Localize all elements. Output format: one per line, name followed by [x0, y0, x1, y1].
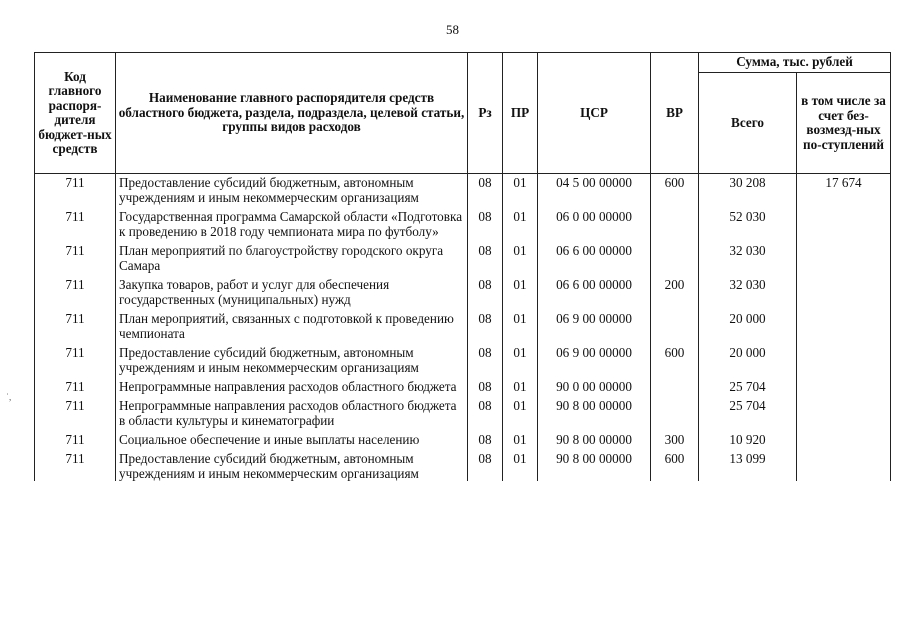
table-row: [35, 209, 891, 239]
page-number: 58: [446, 22, 459, 37]
cell-code: 711: [35, 311, 116, 341]
cell-total: 32 030: [699, 277, 797, 307]
cell-total: 13 099: [699, 451, 797, 481]
table-row: [35, 174, 891, 206]
header-code: Код главного распоря-дителя бюджет-ных средств: [35, 53, 116, 174]
cell-csr: 06 6 00 00000: [538, 277, 651, 307]
cell-vr: 200: [651, 277, 699, 307]
table-row: [35, 398, 891, 428]
header-rz: Рз: [468, 53, 503, 174]
cell-csr: 90 8 00 00000: [538, 451, 651, 481]
cell-code: 711: [35, 398, 116, 428]
cell-pr: 01: [503, 398, 538, 428]
cell-vr: [651, 243, 699, 273]
cell-rz: 08: [468, 209, 503, 239]
table-header: [35, 53, 891, 174]
cell-pr: 01: [503, 174, 538, 206]
cell-csr: 06 6 00 00000: [538, 243, 651, 273]
cell-code: 711: [35, 174, 116, 206]
cell-incl: [797, 311, 891, 341]
cell-rz: 08: [468, 379, 503, 394]
cell-pr: 01: [503, 243, 538, 273]
cell-total: 25 704: [699, 398, 797, 428]
cell-code: 711: [35, 379, 116, 394]
cell-rz: 08: [468, 432, 503, 447]
cell-vr: [651, 209, 699, 239]
cell-incl: [797, 398, 891, 428]
cell-name: Государственная программа Самарской области «Подготовка к проведению в 2018 году чемпионата мира по футболу»: [116, 209, 468, 239]
table-row: [35, 451, 891, 481]
cell-incl: [797, 432, 891, 447]
cell-total: 30 208: [699, 174, 797, 206]
table-row: [35, 379, 891, 394]
cell-vr: 600: [651, 174, 699, 206]
cell-total: 20 000: [699, 311, 797, 341]
cell-name: Предоставление субсидий бюджетным, автономным учреждениям и иным некоммерческим организациям: [116, 174, 468, 206]
cell-total: 25 704: [699, 379, 797, 394]
cell-name: План мероприятий, связанных с подготовкой к проведению чемпионата: [116, 311, 468, 341]
cell-pr: 01: [503, 345, 538, 375]
table-row: [35, 277, 891, 307]
cell-code: 711: [35, 277, 116, 307]
header-vr: ВР: [651, 53, 699, 174]
table-row: [35, 311, 891, 341]
cell-vr: [651, 398, 699, 428]
cell-vr: [651, 379, 699, 394]
cell-name: Предоставление субсидий бюджетным, автономным учреждениям и иным некоммерческим организациям: [116, 345, 468, 375]
cell-vr: 600: [651, 345, 699, 375]
cell-vr: 300: [651, 432, 699, 447]
header-csr: ЦСР: [538, 53, 651, 174]
cell-rz: 08: [468, 345, 503, 375]
cell-rz: 08: [468, 451, 503, 481]
table-row: [35, 243, 891, 273]
header-sum: Сумма, тыс. рублей: [699, 53, 891, 73]
scan-artifact: ˙,: [6, 392, 12, 402]
cell-pr: 01: [503, 451, 538, 481]
cell-incl: [797, 345, 891, 375]
cell-rz: 08: [468, 243, 503, 273]
cell-total: 52 030: [699, 209, 797, 239]
cell-csr: 90 8 00 00000: [538, 398, 651, 428]
table-row: [35, 432, 891, 447]
cell-pr: 01: [503, 432, 538, 447]
cell-code: 711: [35, 243, 116, 273]
cell-csr: 90 0 00 00000: [538, 379, 651, 394]
cell-code: 711: [35, 451, 116, 481]
cell-pr: 01: [503, 379, 538, 394]
cell-incl: [797, 243, 891, 273]
cell-incl: [797, 277, 891, 307]
cell-name: Непрограммные направления расходов областного бюджета в области культуры и кинематографии: [116, 398, 468, 428]
header-total: Всего: [699, 73, 797, 174]
header-pr: ПР: [503, 53, 538, 174]
cell-code: 711: [35, 432, 116, 447]
cell-name: Социальное обеспечение и иные выплаты населению: [116, 432, 468, 447]
table-row: [35, 345, 891, 375]
cell-csr: 04 5 00 00000: [538, 174, 651, 206]
header-name: Наименование главного распорядителя средств областного бюджета, раздела, подраздела, целевой статьи, группы видов расходов: [116, 53, 468, 174]
cell-name: План мероприятий по благоустройству городского округа Самара: [116, 243, 468, 273]
cell-vr: [651, 311, 699, 341]
cell-incl: [797, 379, 891, 394]
cell-total: 10 920: [699, 432, 797, 447]
cell-csr: 06 9 00 00000: [538, 345, 651, 375]
cell-pr: 01: [503, 277, 538, 307]
cell-rz: 08: [468, 174, 503, 206]
cell-rz: 08: [468, 398, 503, 428]
cell-total: 32 030: [699, 243, 797, 273]
cell-name: Непрограммные направления расходов областного бюджета: [116, 379, 468, 394]
cell-pr: 01: [503, 209, 538, 239]
cell-incl: [797, 451, 891, 481]
cell-code: 711: [35, 209, 116, 239]
table-body: [35, 174, 891, 482]
cell-name: Закупка товаров, работ и услуг для обеспечения государственных (муниципальных) нужд: [116, 277, 468, 307]
cell-incl: 17 674: [797, 174, 891, 206]
cell-csr: 90 8 00 00000: [538, 432, 651, 447]
cell-csr: 06 9 00 00000: [538, 311, 651, 341]
cell-rz: 08: [468, 311, 503, 341]
cell-code: 711: [35, 345, 116, 375]
cell-rz: 08: [468, 277, 503, 307]
cell-vr: 600: [651, 451, 699, 481]
cell-incl: [797, 209, 891, 239]
cell-csr: 06 0 00 00000: [538, 209, 651, 239]
header-incl: в том числе за счет без-возмезд-ных по-ступлений: [797, 73, 891, 174]
cell-name: Предоставление субсидий бюджетным, автономным учреждениям и иным некоммерческим организациям: [116, 451, 468, 481]
cell-total: 20 000: [699, 345, 797, 375]
budget-table: [34, 52, 891, 481]
cell-pr: 01: [503, 311, 538, 341]
